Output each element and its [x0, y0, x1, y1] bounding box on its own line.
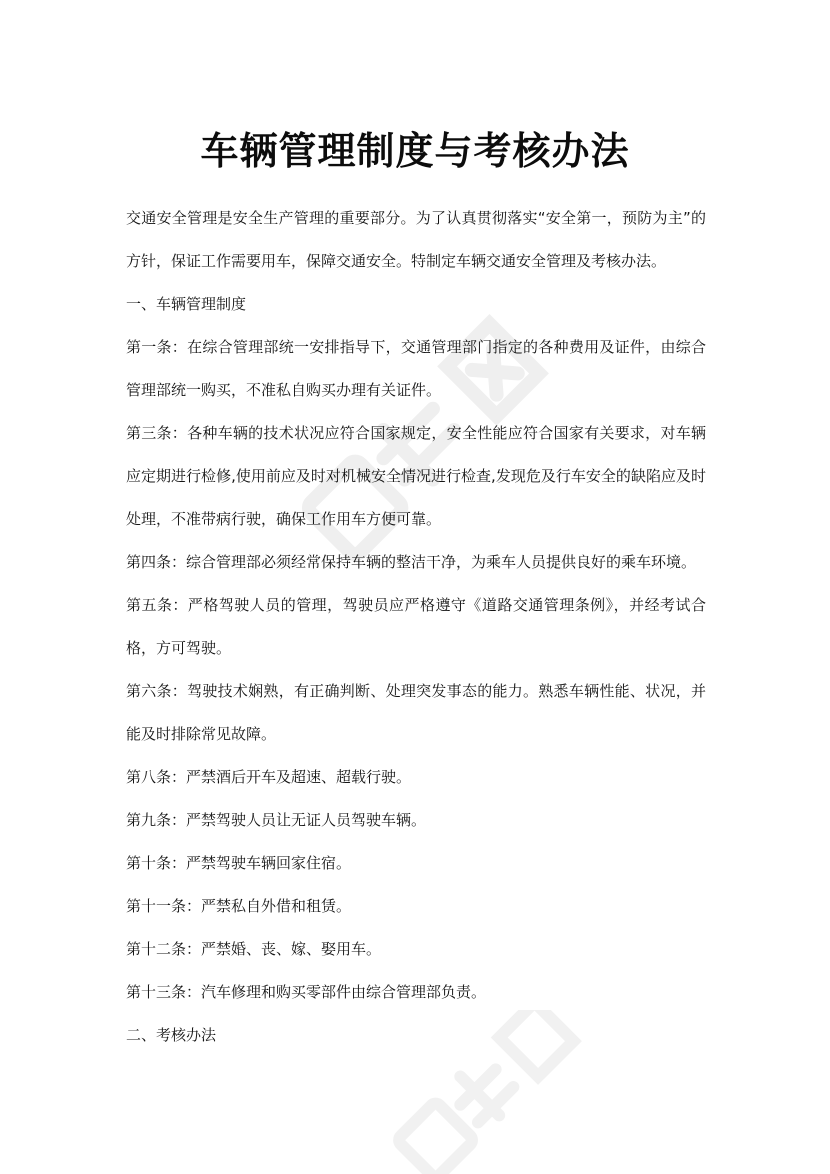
section-heading-assessment: 二、考核办法 — [126, 1026, 217, 1044]
article-6: 第六条：驾驶技术娴熟，有正确判断、处理突发事态的能力。熟悉车辆性能、状况，并能及时排除常见故障。 — [126, 682, 706, 743]
article-10: 第十条：严禁驾驶车辆回家住宿。 — [126, 854, 352, 872]
article-8: 第八条：严禁酒后开车及超速、超载行驶。 — [126, 768, 412, 786]
document-body — [126, 197, 706, 1057]
article-1: 第一条：在综合管理部统一安排指导下，交通管理部门指定的各种费用及证件，由综合管理部统一购买，不准私自购买办理有关证件。 — [126, 338, 706, 399]
page-title: 车辆管理制度与考核办法 — [200, 129, 630, 173]
article-4: 第四条：综合管理部必须经常保持车辆的整洁干净，为乘车人员提供良好的乘车环境。 — [126, 553, 697, 571]
article-3: 第三条：各种车辆的技术状况应符合国家规定，安全性能应符合国家有关要求，对车辆应定期进行检修,使用前应及时对机械安全情况进行检查,发现危及行车安全的缺陷应及时处理，不准带病行驶，确保工作用车方便可靠。 — [126, 424, 706, 528]
article-5: 第五条：严格驾驶人员的管理，驾驶员应严格遵守《道路交通管理条例》，并经考试合格，方可驾驶。 — [126, 596, 706, 657]
article-12: 第十二条：严禁婚、丧、嫁、娶用车。 — [126, 940, 382, 958]
intro-paragraph: 交通安全管理是安全生产管理的重要部分。为了认真贯彻落实“安全第一，预防为主”的方针，保证工作需要用车，保障交通安全。特制定车辆交通安全管理及考核办法。 — [126, 209, 706, 270]
article-11: 第十一条：严禁私自外借和租赁。 — [126, 897, 352, 915]
article-9: 第九条：严禁驾驶人员让无证人员驾驶车辆。 — [126, 811, 427, 829]
section-heading-management: 一、车辆管理制度 — [126, 295, 247, 313]
article-13: 第十三条：汽车修理和购买零部件由综合管理部负责。 — [126, 983, 487, 1001]
